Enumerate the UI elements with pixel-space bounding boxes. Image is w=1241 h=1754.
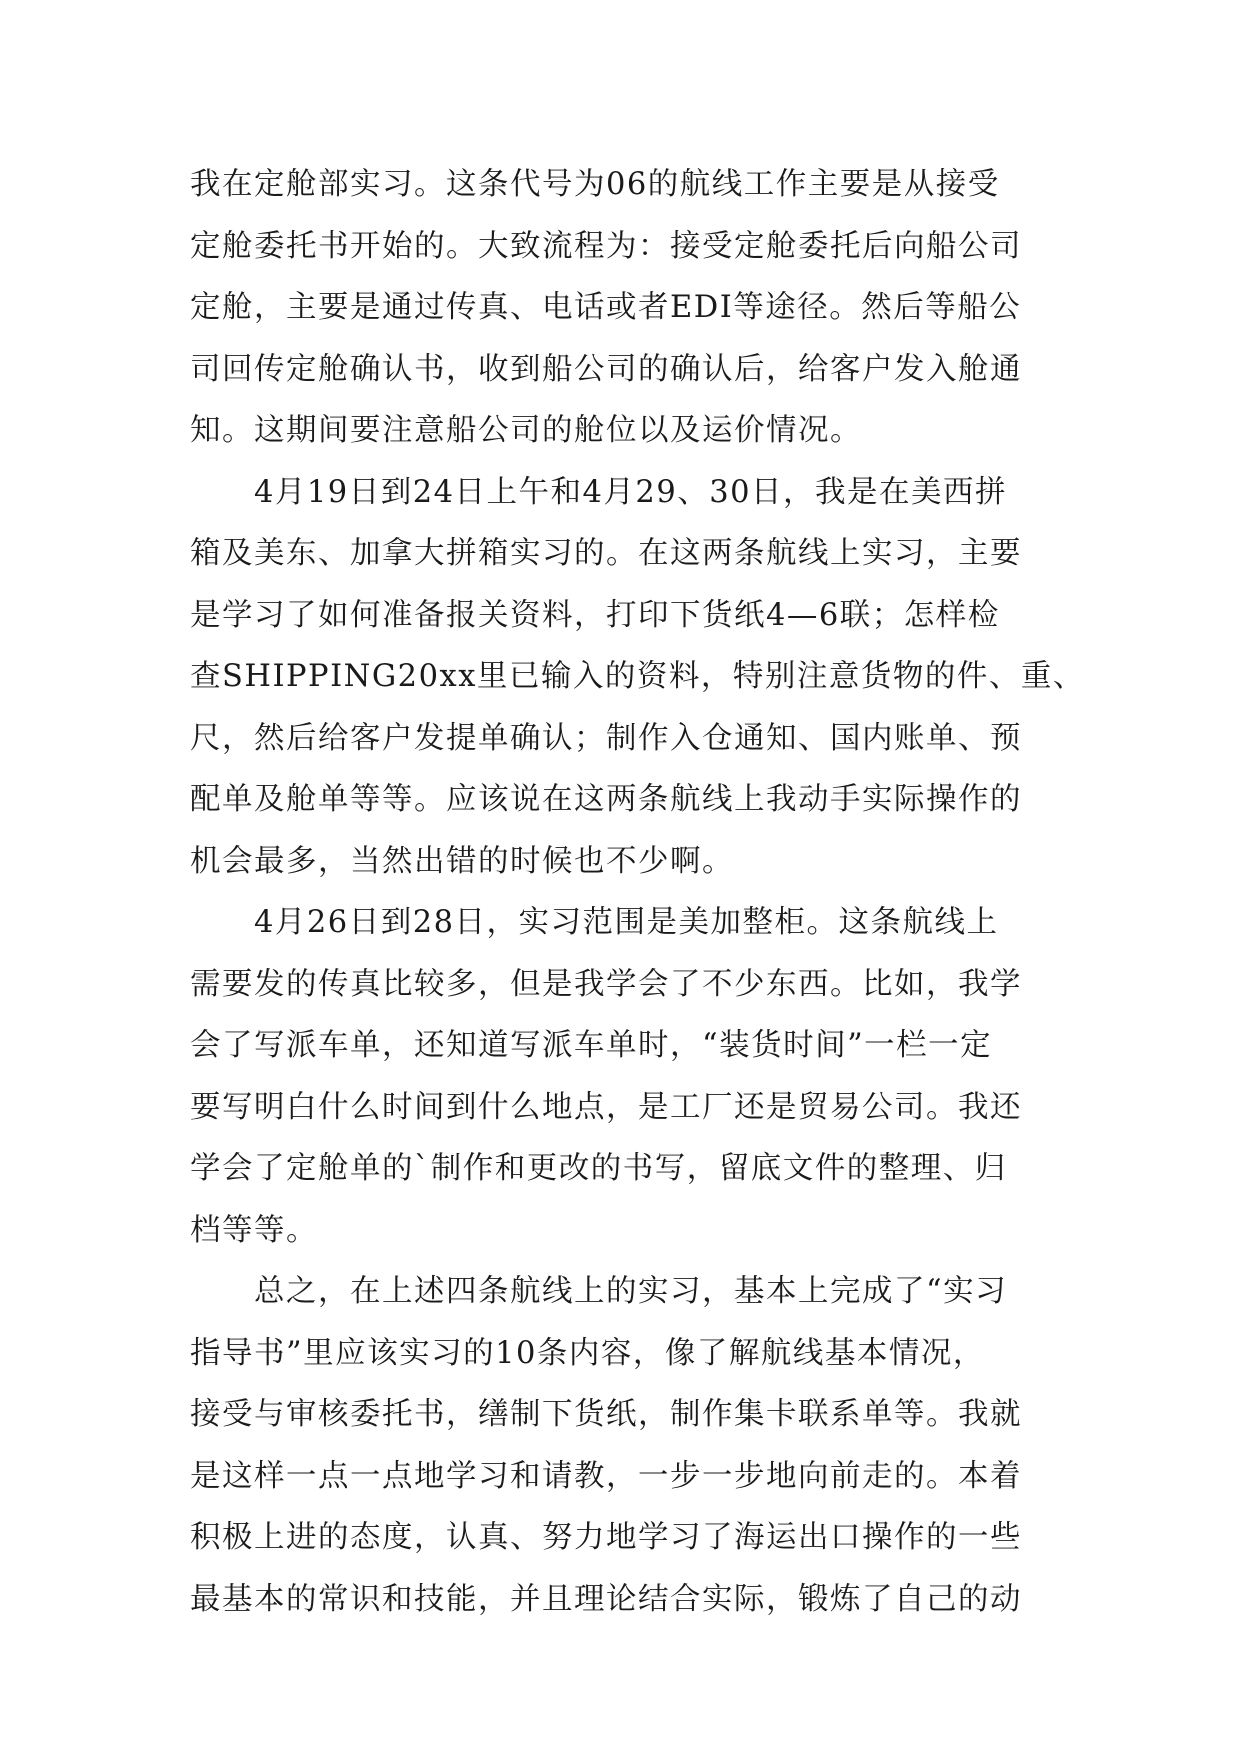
text-line: 定舱，主要是通过传真、电话或者EDI等途径。然后等船公: [190, 290, 1022, 325]
document-body: [190, 154, 1090, 1630]
text-line: 配单及舱单等等。应该说在这两条航线上我动手实际操作的: [190, 782, 1022, 817]
text-line: 会了写派车单，还知道写派车单时，“装货时间”一栏一定: [190, 1028, 993, 1063]
text-line: 要写明白什么时间到什么地点，是工厂还是贸易公司。我还: [190, 1089, 1022, 1125]
text-line: 需要发的传真比较多，但是我学会了不少东西。比如，我学: [190, 966, 1022, 1002]
text-line: 我在定舱部实习。这条代号为06的航线工作主要是从接受: [190, 167, 1000, 202]
text-line: 接受与审核委托书，缮制下货纸，制作集卡联系单等。我就: [190, 1397, 1022, 1432]
text-line: 是这样一点一点地学习和请教，一步一步地向前走的。本着: [190, 1458, 1022, 1494]
text-line: 司回传定舱确认书，收到船公司的确认后，给客户发入舱通: [190, 351, 1022, 387]
text-line: 机会最多，当然出错的时候也不少啊。: [190, 843, 734, 879]
text-line: 4月26日到28日，实习范围是美加整柜。这条航线上: [190, 905, 999, 940]
text-line: 箱及美东、加拿大拼箱实习的。在这两条航线上实习，主要: [190, 536, 1022, 571]
text-line: 知。这期间要注意船公司的舱位以及运价情况。: [190, 413, 862, 448]
text-line: 定舱委托书开始的。大致流程为：接受定舱委托后向船公司: [190, 228, 1022, 264]
text-line: 学会了定舱单的`制作和更改的书写，留底文件的整理、归: [190, 1151, 1007, 1186]
text-line: 最基本的常识和技能，并且理论结合实际，锻炼了自己的动: [190, 1581, 1022, 1617]
text-line: 积极上进的态度，认真、努力地学习了海运出口操作的一些: [190, 1520, 1022, 1555]
text-line: 档等等。: [190, 1212, 318, 1248]
text-line: 是学习了如何准备报关资料，打印下货纸4—6联；怎样检: [190, 597, 1000, 633]
text-line: 指导书”里应该实习的10条内容，像了解航线基本情况，: [190, 1335, 985, 1371]
text-line: 查SHIPPING20xx里已输入的资料，特别注意货物的件、重、: [190, 659, 1085, 694]
text-line: 尺，然后给客户发提单确认；制作入仓通知、国内账单、预: [190, 720, 1022, 756]
text-line: 总之，在上述四条航线上的实习，基本上完成了“实习: [190, 1274, 1008, 1309]
text-line: 4月19日到24日上午和4月29、30日，我是在美西拼: [190, 474, 1008, 510]
